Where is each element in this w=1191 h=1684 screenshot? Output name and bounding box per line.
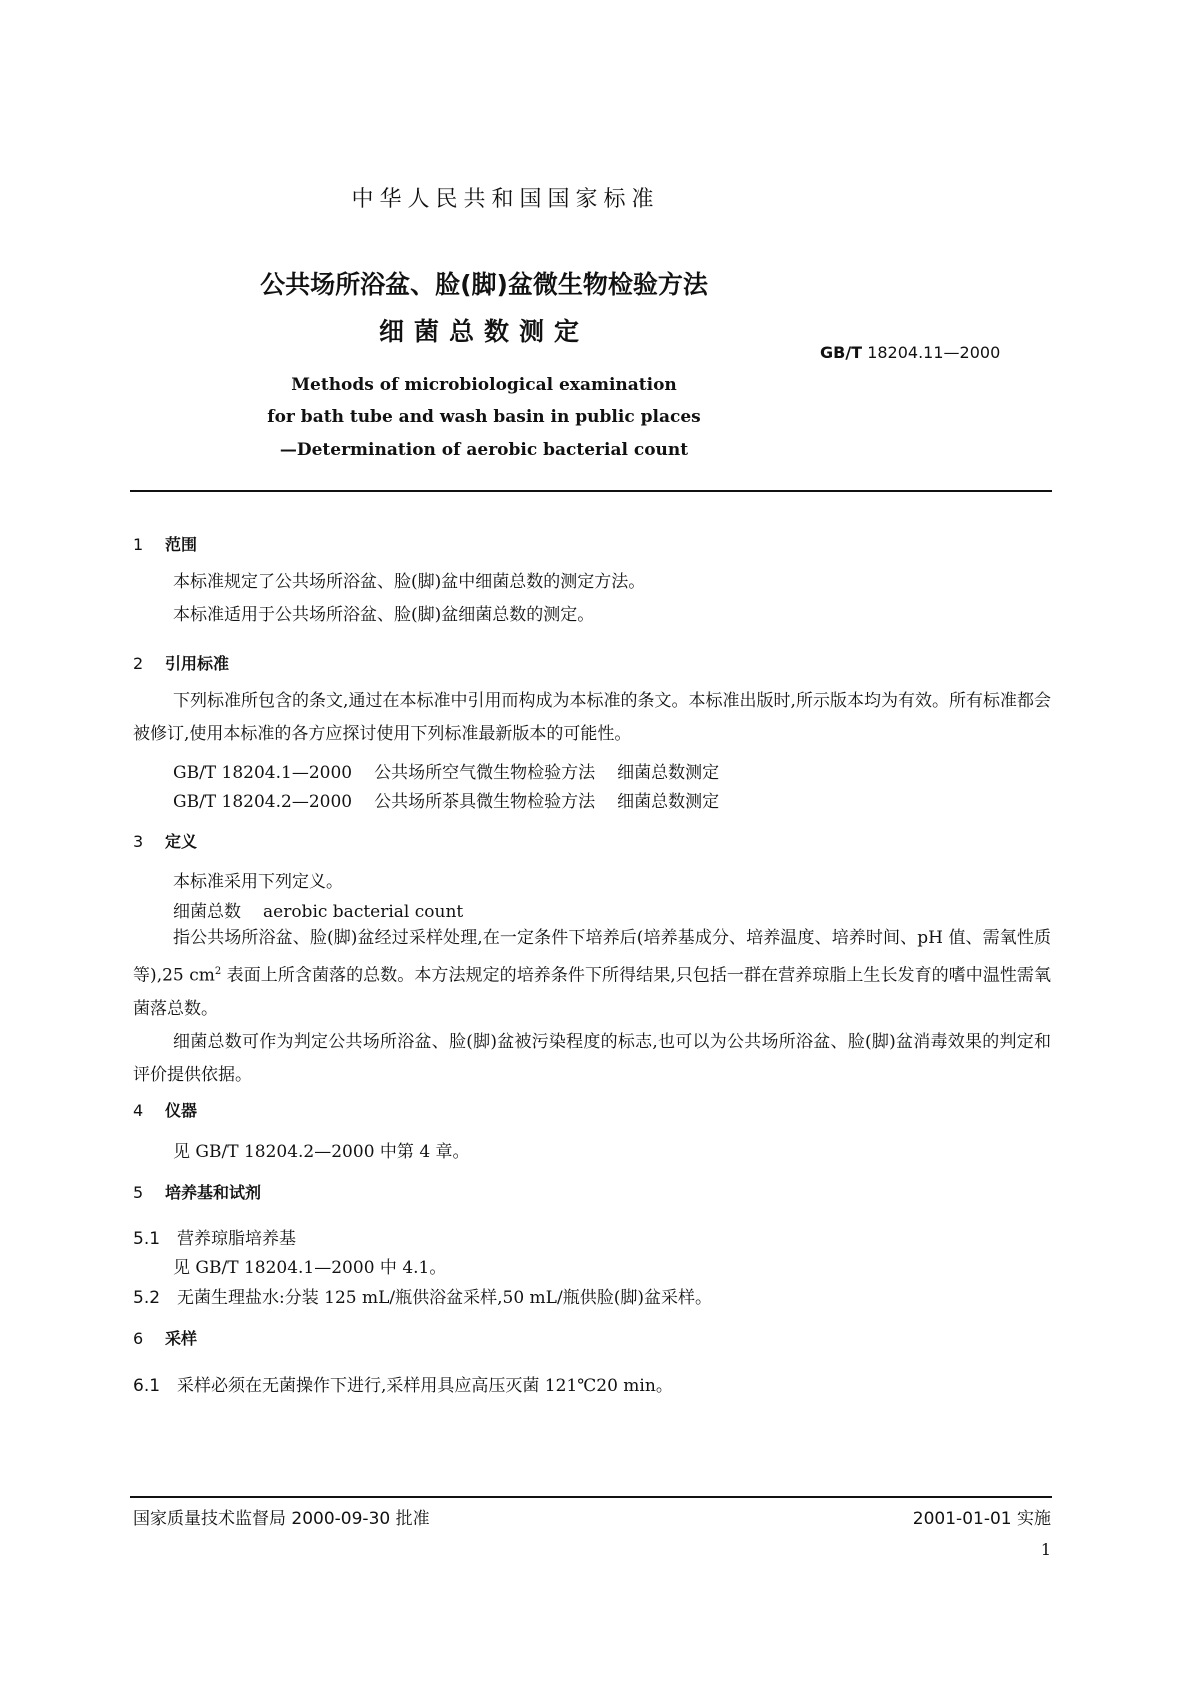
reference-name: 公共场所茶具微生物检验方法 [374,792,596,812]
english-title-line-1: Methods of microbiological examination [291,375,677,395]
definition-paragraph [133,922,1051,1026]
subsection-number: 5.1 [133,1229,161,1249]
reference-name: 公共场所空气微生物检验方法 [374,763,596,783]
footer-rule [130,1496,1052,1498]
header-rule [130,490,1052,492]
section-number: 2 [133,654,144,673]
reference-item [173,787,719,812]
page-number: 1 [1040,1540,1051,1559]
section-3-definition [133,922,1051,1092]
paragraph: 见 GB/T 18204.2—2000 中第 4 章。 [173,1142,470,1162]
section-5-heading [133,1180,261,1203]
definition-text-1: 指公共场所浴盆、脸(脚)盆经过采样处理,在一定条件下培养后(培养基成分、培养温度、培养时间、pH 值、需氧性质等),25 cm [133,928,1051,986]
reference-part: 细菌总数测定 [617,792,720,812]
section-2-heading [133,651,229,674]
section-number: 6 [133,1329,144,1348]
section-title: 定义 [165,832,198,851]
section-number: 1 [133,535,144,554]
term-line [173,897,463,922]
section-title: 采样 [165,1329,198,1348]
standard-number-text: 18204.11—2000 [867,343,1001,362]
document-title: 公共场所浴盆、脸(脚)盆微生物检验方法 [260,270,708,299]
superscript: 2 [214,966,222,977]
term-english: aerobic bacterial count [263,902,464,922]
section-number: 3 [133,832,144,851]
section-number: 5 [133,1183,144,1202]
subsection-number: 6.1 [133,1376,161,1396]
term-chinese: 细菌总数 [173,902,241,922]
section-title: 引用标准 [165,654,230,673]
section-title: 范围 [165,535,198,554]
section-1-heading [133,532,197,555]
national-standard-heading: 中华人民共和国国家标准 [351,187,660,212]
section-title: 培养基和试剂 [165,1183,262,1202]
paragraph: 细菌总数可作为判定公共场所浴盆、脸(脚)盆被污染程度的标志,也可以为公共场所浴盆、脸(脚)盆消毒效果的判定和评价提供依据。 [133,1031,1051,1085]
standard-number: GB/T 18204.11—2000 [820,343,1001,362]
paragraph: 本标准规定了公共场所浴盆、脸(脚)盆中细菌总数的测定方法。 [173,572,646,592]
section-4-heading [133,1098,197,1121]
paragraph: 本标准适用于公共场所浴盆、脸(脚)盆细菌总数的测定。 [173,605,595,625]
subsection-6-1 [133,1371,673,1396]
paragraph: 下列标准所包含的条文,通过在本标准中引用而构成为本标准的条文。本标准出版时,所示版本均为有效。所有标准都会被修订,使用本标准的各方应探讨使用下列标准最新版本的可能性。 [133,691,1051,744]
subsection-text: 采样必须在无菌操作下进行,采样用具应高压灭菌 121℃20 min。 [177,1376,673,1396]
subsection-number: 5.2 [133,1288,161,1308]
subsection-5-1 [133,1224,296,1249]
subsection-detail: 见 GB/T 18204.1—2000 中 4.1。 [173,1258,447,1278]
english-title-line-3: —Determination of aerobic bacterial count [279,440,689,460]
section-title: 仪器 [165,1101,198,1120]
section-6-heading [133,1326,197,1349]
reference-item [173,758,719,783]
reference-code: GB/T 18204.2—2000 [173,792,353,812]
section-number: 4 [133,1101,144,1120]
section-2-body [133,685,1051,751]
subsection-text: 营养琼脂培养基 [177,1229,296,1249]
english-title-line-2: for bath tube and wash basin in public places [267,407,701,427]
subsection-text: 无菌生理盐水:分装 125 mL/瓶供浴盆采样,50 mL/瓶供脸(脚)盆采样。 [177,1288,712,1308]
definition-text-2: 表面上所含菌落的总数。本方法规定的培养条件下所得结果,只包括一群在营养琼脂上生长发育的嗜中温性需氧菌落总数。 [133,965,1051,1019]
section-1-body [133,566,1051,632]
reference-code: GB/T 18204.1—2000 [173,763,353,783]
subsection-5-2 [133,1283,712,1308]
approval-info: 国家质量技术监督局 2000-09-30 批准 [133,1509,430,1529]
definition-intro: 本标准采用下列定义。 [173,872,343,892]
section-3-heading [133,829,197,852]
reference-part: 细菌总数测定 [617,763,720,783]
effective-date: 2001-01-01 实施 [912,1509,1051,1529]
document-subtitle: 细菌总数测定 [378,317,589,346]
